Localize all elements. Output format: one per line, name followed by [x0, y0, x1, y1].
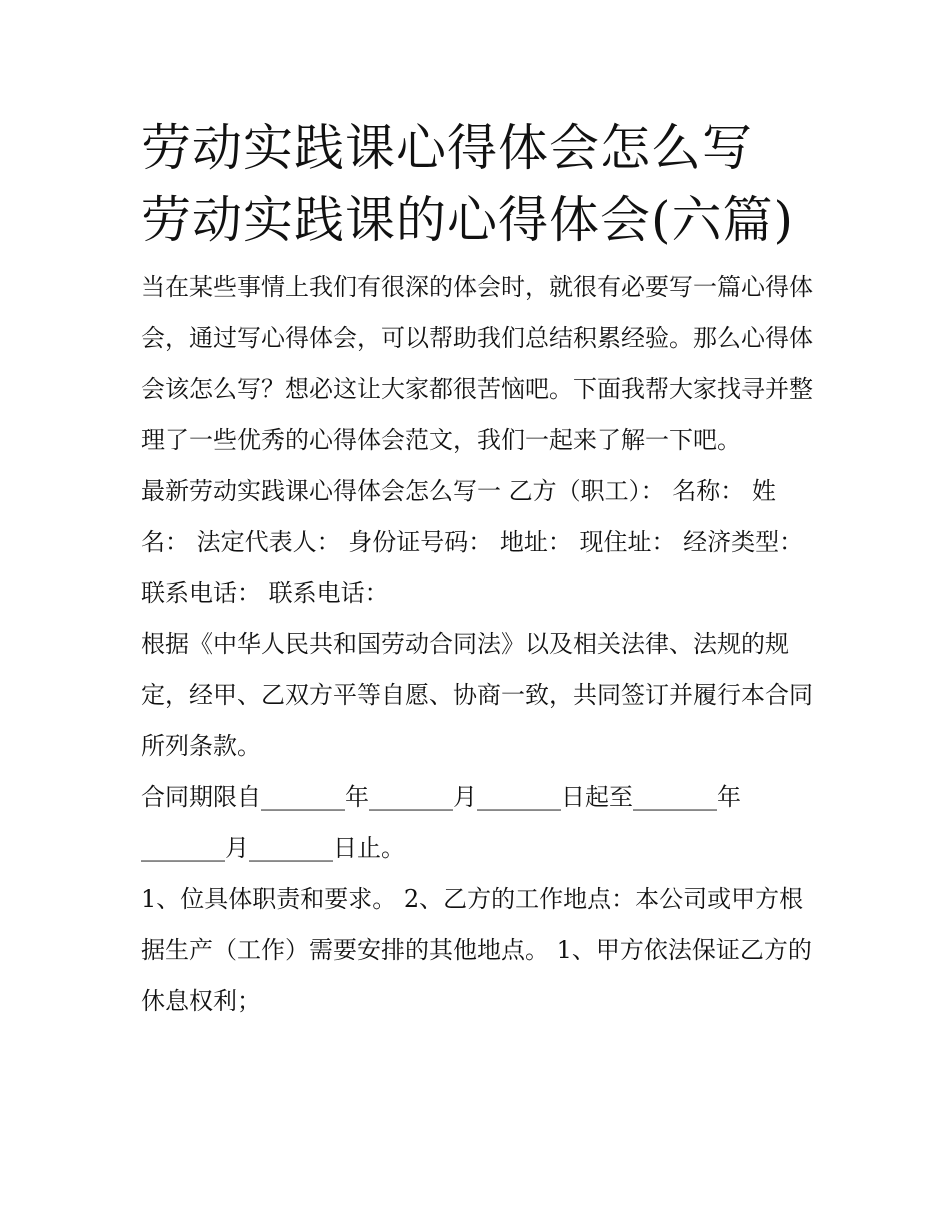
- party-info-paragraph: 最新劳动实践课心得体会怎么写一 乙方（职工）： 名称： 姓名： 法定代表人： 身份证号码： 地址： 现住址： 经济类型： 联系电话： 联系电话：: [141, 477, 804, 607]
- duties-paragraph: 1、位具体职责和要求。 2、乙方的工作地点：本公司或甲方根据生产（工作）需要安排的其他地点。 1、甲方依法保证乙方的休息权利；: [141, 885, 812, 1015]
- document-title: 劳动实践课心得体会怎么写 劳动实践课的心得体会(六篇): [141, 119, 795, 249]
- document-page: [141, 112, 813, 1027]
- contract-term-paragraph: 合同期限自_______年_______月_______日起至_______年_______月_______日止。: [141, 783, 741, 862]
- legal-basis-paragraph: 根据《中华人民共和国劳动合同法》以及相关法律、法规的规定，经甲、乙双方平等自愿、协商一致，共同签订并履行本合同所列条款。: [141, 630, 813, 760]
- intro-paragraph: 当在某些事情上我们有很深的体会时，就很有必要写一篇心得体会，通过写心得体会，可以帮助我们总结积累经验。那么心得体会该怎么写？想必这让大家都很苦恼吧。下面我帮大家找寻并整理了一些优秀的心得体会范文，我们一起来了解一下吧。: [141, 273, 813, 454]
